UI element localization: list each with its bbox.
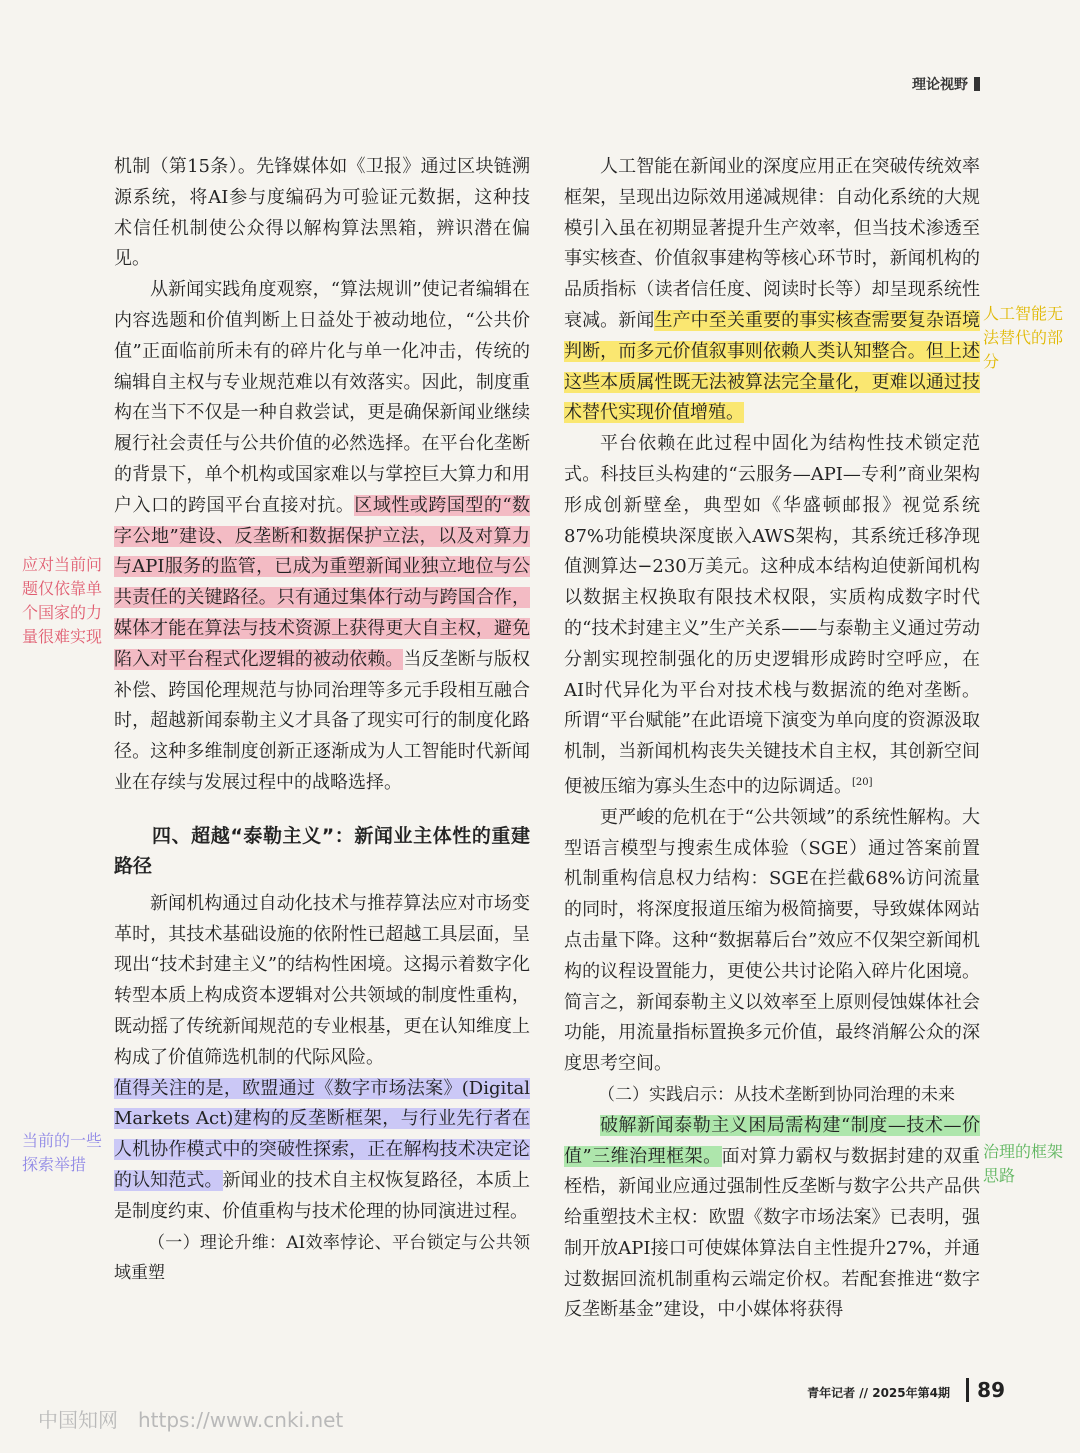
annotation-yellow: 人工智能无法替代的部分 [983,304,1064,371]
right-paragraph-2-text: 平台依赖在此过程中固化为结构性技术锁定范式。科技巨头构建的“云服务—API—专利”商业架构形成创新壁垒，典型如《华盛顿邮报》视觉系统87%功能模块深度嵌入AWS架构，其系统迁移净现值测算达−230万美元。这种成本结构迫使新闻机构以数据主权换取有限技术权限，实质构成数字时代的“技术封建主义”生产关系——与泰勒主义通过劳动分割实现控制强化的历史逻辑形成跨时空呼应，在AI时代异化为平台对技术栈与数据流的绝对垄断。所谓“平台赋能”在此语境下演变为单向度的资源汲取机制，当新闻机构丧失关键技术自主权，其创新空间便被压缩为寡头生态中的边际调适。 [564,433,980,797]
right-paragraph-4-text-b: 面对算力霸权与数据封建的双重桎梏，新闻业应通过强制性反垄断与数字公共产品供给重塑技术主权：欧盟《数字市场法案》已表明，强制开放API接口可使媒体算法自主性提升27%，并通过数据回流机制重构云端定价权。若配套推进“数字反垄断基金”建设，中小媒体将获得 [564,1145,981,1321]
right-paragraph-1 [564,152,980,429]
left-paragraph-4-text-b: 新闻业的技术自主权恢复路径，本质上是制度约束、价值重构与技术伦理的协同演进过程。 [114,1169,530,1222]
annotation-purple: 当前的一些探索举措 [22,1131,103,1174]
left-paragraph-2 [114,275,530,799]
page-number: 89 [966,1378,1005,1402]
header-section-label: 理论视野 [912,77,968,93]
watermark-url: https://www.cnki.net [138,1408,344,1432]
right-paragraph-3: 更严峻的危机在于“公共领域”的系统性解构。大型语言模型与搜索生成体验（SGE）通过答案前置机制重构信息权力结构：SGE在拦截68%访问流量的同时，将深度报道压缩为极简摘要，导致媒体网站点击量下降。这种“数据幕后台”效应不仅架空新闻机构的议程设置能力，更使公共讨论陷入碎片化困境。简言之，新闻泰勒主义以效率至上原则侵蚀媒体社会功能，用流量指标置换多元价值，最终消解公众的深度思考空间。 [564,806,980,1075]
left-paragraph-1: 机制（第15条）。先锋媒体如《卫报》通过区块链溯源系统，将AI参与度编码为可验证元数据，这种技术信任机制使公众得以解构算法黑箱，辨识潜在偏见。 [114,156,530,270]
red-highlight: 区域性或跨国型的“数字公地”建设、反垄断和数据保护立法，以及对算力与API服务的监管，已成为重塑新闻业独立地位与公共责任的关键路径。只有通过集体行动与跨国合作，媒体才能在算法与技术资源上获得更大自主权，避免陷入对平台程式化逻辑的被动依赖。 [114,494,531,670]
subsection-heading-1: （一）理论升维：AI效率悖论、平台锁定与公共领域重塑 [114,1232,530,1284]
right-paragraph-4 [564,1111,980,1327]
green-highlight: 破解新闻泰勒主义困局需构建“制度—技术—价值”三维治理框架。 [564,1114,980,1167]
subsection-heading-2: （二）实践启示：从技术垄断到协同治理的未来 [598,1084,955,1105]
page-footer: 青年记者 // 2025年第4期 89 [807,1378,1005,1402]
watermark-site: 中国知网 [38,1408,118,1432]
left-paragraph-2-text-b: 当反垄断与版权补偿、跨国伦理规范与协同治理等多元手段相互融合时，超越新闻泰勒主义才具备了现实可行的制度化路径。这种多维制度创新正逐渐成为人工智能时代新闻业在存续与发展过程中的战略选择。 [114,648,530,793]
footer-issue: 2025年第4期 [872,1386,950,1400]
footer-journal: 青年记者 [807,1386,856,1400]
section-heading: 四、超越“泰勒主义”：新闻业主体性的重建路径 [114,824,530,877]
left-paragraph-3: 新闻机构通过自动化技术与推荐算法应对市场变革时，其技术基础设施的依附性已超越工具层面，呈现出“技术封建主义”的结构性困境。这揭示着数字化转型本质上构成资本逻辑对公共领域的制度性重构，既动摇了传统新闻规范的专业根基，更在认知维度上构成了价值筛选机制的代际风险。 [114,892,530,1068]
right-paragraph-2 [564,429,980,803]
right-column [564,152,980,1326]
purple-highlight: 值得关注的是，欧盟通过《数字市场法案》(Digital Markets Act)建构的反垄断框架，与行业先行者在人机协作模式中的突破性探索，正在解构技术决定论的认知范式。 [114,1077,530,1191]
watermark [38,1404,343,1433]
left-paragraph-4 [114,1074,530,1228]
annotation-red: 应对当前问题仅依靠单个国家的力量很难实现 [22,555,103,646]
header-bar-icon [974,77,980,91]
yellow-highlight: 生产中至关重要的事实核查需要复杂语境判断，而多元价值叙事则依赖人类认知整合。但上述这些本质属性既无法被算法完全量化，更难以通过技术替代实现价值增殖。 [564,309,981,424]
right-paragraph-1-text-a: 人工智能在新闻业的深度应用正在突破传统效率框架，呈现出边际效用递减规律：自动化系统的大规模引入虽在初期显著提升生产效率，但当技术渗透至事实核查、价值叙事建构等核心环节时，新闻机构的品质指标（读者信任度、阅读时长等）却呈现系统性衰减。新闻 [564,156,980,331]
running-header [912,74,980,94]
left-column [114,152,530,1289]
annotation-green: 治理的框架思路 [983,1142,1064,1185]
left-paragraph-2-text-a: 从新闻实践角度观察，“算法规训”使记者编辑在内容选题和价值判断上日益处于被动地位，“公共价值”正面临前所未有的碎片化与单一化冲击，传统的编辑自主权与专业规范难以有效落实。因此，制度重构在当下不仅是一种自救尝试，更是确保新闻业继续履行社会责任与公共价值的必然选择。在平台化垄断的背景下，单个机构或国家难以与掌控巨大算力和用户入口的跨国平台直接对抗。 [114,279,530,516]
citation-ref: [20] [852,776,873,788]
